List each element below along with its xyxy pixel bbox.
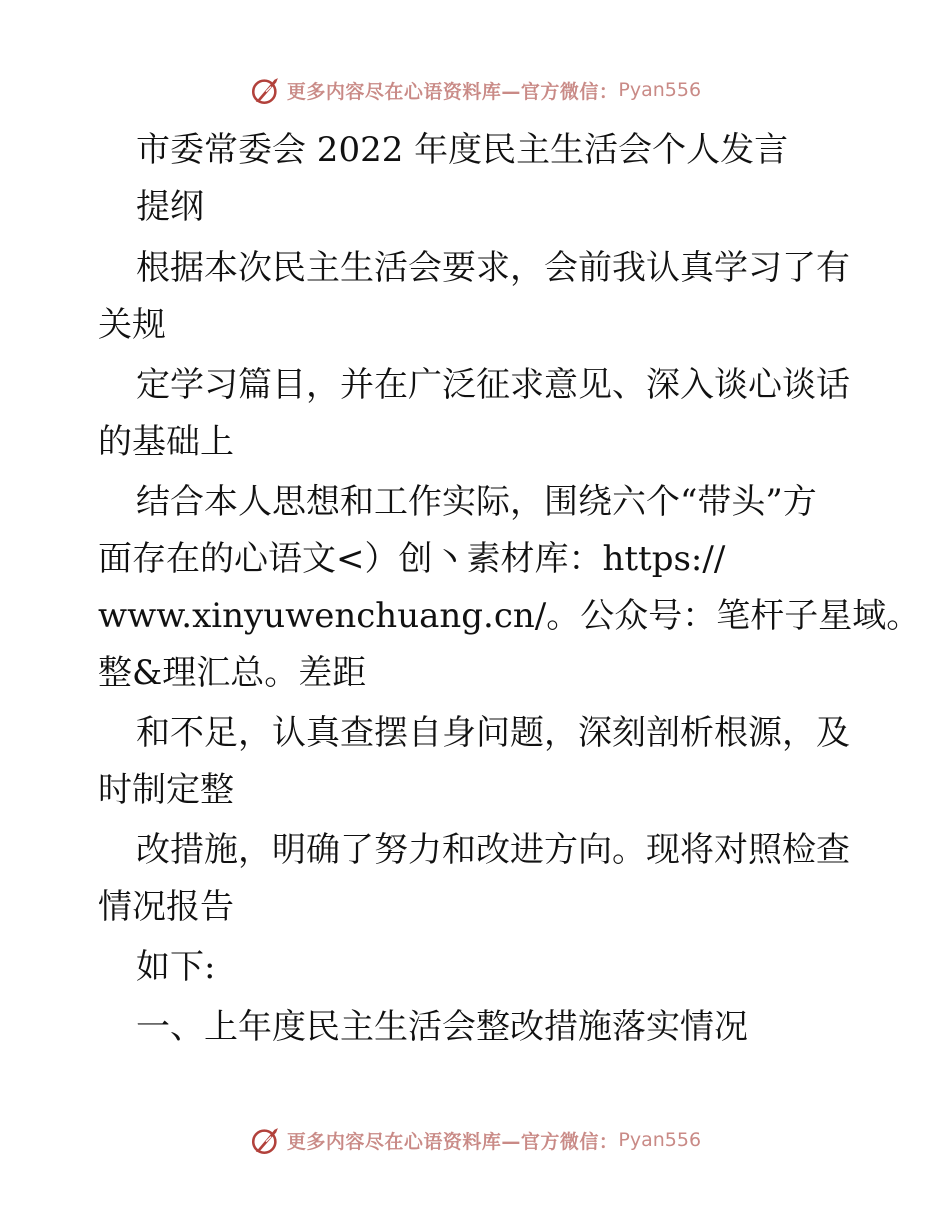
- quill-pen-logo-icon: [249, 73, 283, 107]
- doc-line: 根据本次民主生活会要求，会前我认真学习了有: [136, 248, 850, 288]
- doc-line: 如下:: [136, 947, 216, 987]
- doc-line: 关规: [98, 305, 166, 345]
- quill-pen-logo-icon: [249, 1123, 283, 1157]
- banner-wechat-id: Pyan556: [618, 1129, 702, 1151]
- doc-line: www.xinyuwenchuang.cn/。公众号：笔杆子星域。: [98, 596, 921, 636]
- doc-line: 面存在的心语文<）创丶素材库：https://: [98, 539, 726, 579]
- header-banner: [0, 70, 950, 110]
- doc-section-heading: 一、上年度民主生活会整改措施落实情况: [136, 1007, 748, 1047]
- doc-line: 时制定整: [98, 770, 234, 810]
- banner-wechat-id: Pyan556: [618, 79, 702, 101]
- document-body: [98, 122, 921, 1056]
- doc-line: 和不足，认真查摆自身问题，深刻剖析根源，及: [136, 713, 850, 753]
- doc-title-line-1: 市委常委会 2022 年度民主生活会个人发言: [136, 130, 789, 170]
- doc-line: 整&理汇总。差距: [98, 653, 367, 693]
- doc-line: 结合本人思想和工作实际，围绕六个“带头”方: [136, 482, 817, 522]
- doc-line: 情况报告: [98, 887, 234, 927]
- doc-line: 改措施，明确了努力和改进方向。现将对照检查: [136, 830, 850, 870]
- doc-title-line-2: 提纲: [136, 187, 204, 227]
- doc-line: 的基础上: [98, 422, 234, 462]
- banner-text: 更多内容尽在心语资料库—官方微信：: [286, 1130, 619, 1153]
- banner-text: 更多内容尽在心语资料库—官方微信：: [286, 80, 619, 103]
- doc-line: 定学习篇目，并在广泛征求意见、深入谈心谈话: [136, 365, 850, 405]
- footer-banner: [0, 1120, 950, 1160]
